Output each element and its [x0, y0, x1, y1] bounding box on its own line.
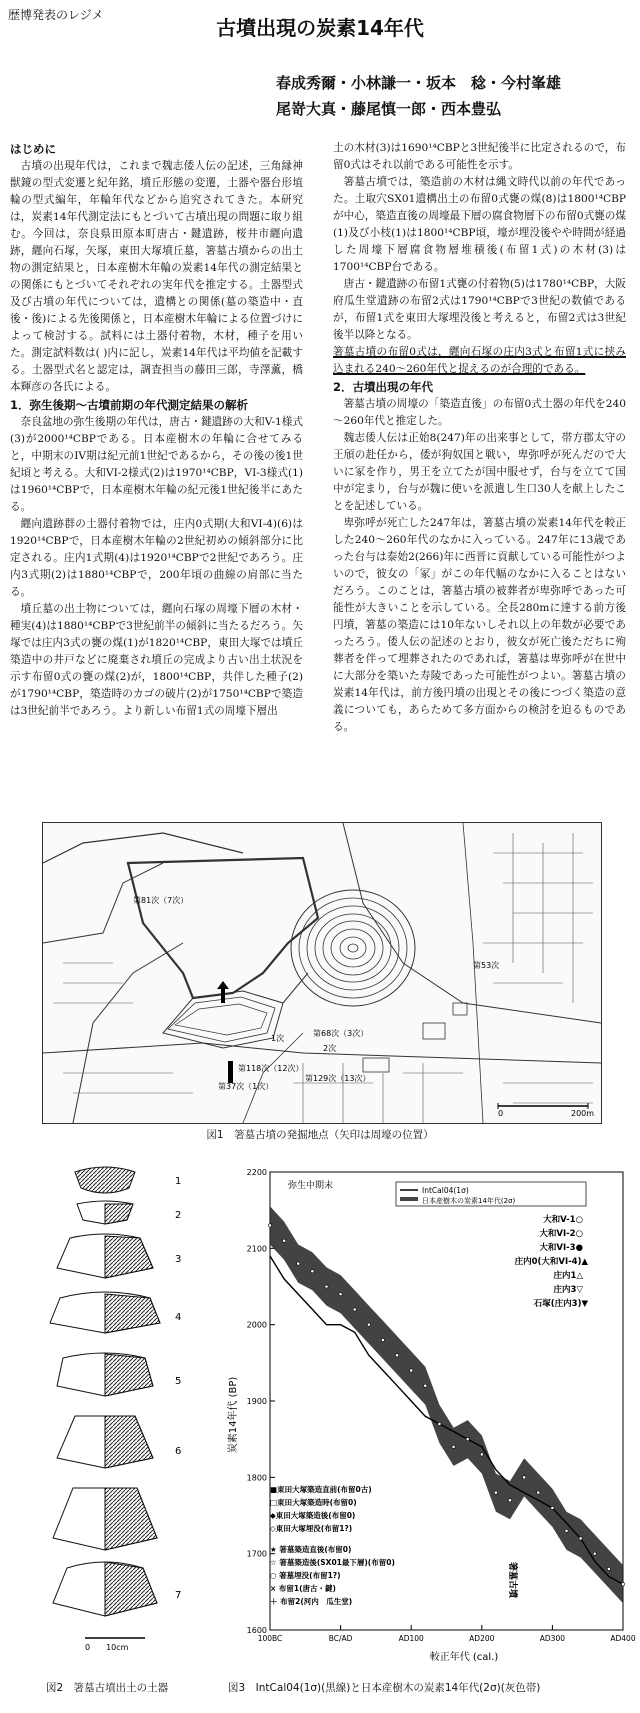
series-point — [283, 1239, 286, 1242]
series-point — [395, 1354, 398, 1357]
series-point — [452, 1445, 455, 1448]
map-label-37: 第37次（1次） — [218, 1082, 274, 1091]
pottery-number-6: 6 — [175, 1446, 182, 1457]
sample-label-3: 大和VI-3● — [539, 1243, 583, 1253]
figure-3-caption: 図3 IntCal04(1σ)(黒線)と日本産樹木の炭素14年代(2σ)(灰色帯) — [228, 1682, 541, 1694]
section-2-heading: 2．古墳出現の年代 — [333, 380, 434, 394]
series-point — [466, 1438, 469, 1441]
series-point — [593, 1552, 596, 1555]
x-tick-label: 100BC — [257, 1634, 283, 1643]
series-point — [381, 1338, 384, 1341]
sample-label-1: 大和V-1○ — [543, 1215, 583, 1225]
series-point — [621, 1583, 624, 1586]
pottery-scale-label: 0 10cm — [85, 1643, 129, 1652]
section-2-paragraph-2: 魏志倭人伝は正始8(247)年の出来事として，帯方郡太守の王頎の赴任から，倭が狗奴国と戦い，卑弥呼が死んだので大いに冢を作り，男王を立てたが国中服せず，台与を立てて国中が定まり，台与が魏に使いを派遣し生口30人を献上したことを記述している。 — [333, 432, 626, 512]
left-column — [10, 140, 303, 720]
series-point — [311, 1270, 314, 1273]
sample-label-5: 庄内1△ — [553, 1271, 583, 1281]
series-point — [537, 1491, 540, 1494]
x-tick-label: AD400 — [610, 1634, 636, 1643]
pottery-number-1: 1 — [175, 1176, 182, 1187]
excavation-map — [42, 822, 602, 1124]
lower-legend-9: ＋ 布留2(河内 瓜生堂) — [270, 1597, 353, 1606]
hashihaka-vertical-label: 箸墓古墳 — [507, 1562, 517, 1599]
x-tick-label: AD100 — [398, 1634, 424, 1643]
map-scale-200: 200m — [571, 1109, 595, 1118]
authors — [276, 70, 636, 122]
y-tick-label: 1800 — [246, 1473, 267, 1483]
section-1-paragraph-3: 墳丘墓の出土物については，纒向石塚の周壕下層の木材・種実(4)は1880¹⁴CBPで3世紀前半の傾斜に当たるだろう。矢塚では庄内3式の甕の煤(1)が1820¹⁴CBP，東田大塚では墳丘築造中の井戸などに廃棄され墳丘の完成より古い出土状況を示す布留0式の甕の煤(2)が，1800¹⁴CBP，共伴した種子(2)が1790¹⁴CBP，築造時のカゴの破片(2)が1750¹⁴CBPで築造は3世紀前半であろう。より新しい布留1式の周壕下層出 — [10, 603, 303, 717]
map-label-68: 第68次（3次） — [313, 1029, 369, 1038]
y-tick-label: 2100 — [246, 1244, 267, 1254]
page-title: 古墳出現の炭素14年代 — [216, 16, 424, 40]
sample-label-4: 庄内0(大和VI-4)▲ — [514, 1257, 588, 1267]
sample-label-2: 大和VI-2○ — [539, 1229, 583, 1239]
series-point — [523, 1476, 526, 1479]
y-tick-label: 1700 — [246, 1549, 267, 1559]
map-label-53: 第53次 — [473, 961, 500, 970]
series-point — [508, 1499, 511, 1502]
series-point — [494, 1491, 497, 1494]
series-point — [480, 1453, 483, 1456]
section-2-paragraph-1: 箸墓古墳の周壕の「築造直後」の布留0式土器の年代を240～260年代と推定した。 — [333, 398, 626, 427]
series-point — [424, 1384, 427, 1387]
lower-legend-2: □東田大塚築造時(布留0) — [270, 1498, 357, 1507]
series-point — [353, 1308, 356, 1311]
authors-line-2: 尾嵜大真・藤尾慎一郎・西本豊弘 — [276, 100, 502, 118]
conclusion-underlined: 箸墓古墳の布留0式は，纒向石塚の庄内3式と布留1式に挟み込まれる240～260年代と捉えるのが合理的である。 — [333, 346, 626, 375]
series-point — [579, 1537, 582, 1540]
x-tick-label: AD200 — [469, 1634, 495, 1643]
calibration-chart — [228, 1160, 636, 1670]
x-tick-label: AD300 — [539, 1634, 566, 1643]
series-point — [438, 1422, 441, 1425]
series-point — [607, 1567, 610, 1570]
series-point — [565, 1529, 568, 1532]
pottery-number-5: 5 — [175, 1376, 182, 1387]
lower-legend-4: ◇東田大塚埋没(布留1?) — [270, 1524, 353, 1533]
lower-legend-8: × 布留1(唐古・鍵) — [270, 1584, 336, 1593]
pottery-number-7: 7 — [175, 1590, 182, 1601]
intro-heading: はじめに — [10, 142, 56, 156]
right-column — [333, 140, 626, 736]
pottery-number-3: 3 — [175, 1254, 182, 1265]
map-label-2: 2次 — [323, 1044, 337, 1053]
period-label: 弥生中期末 — [288, 1181, 334, 1191]
legend-tree-ring: 日本産樹木の炭素14年代(2σ) — [422, 1197, 516, 1205]
right-paragraph-1: 土の木材(3)は1690¹⁴CBPと3世紀後半に比定されるので，布留0式はそれ以前である可能性を示す。 — [333, 142, 626, 171]
series-point — [268, 1224, 271, 1227]
pottery-number-2: 2 — [175, 1210, 182, 1221]
series-point — [410, 1369, 413, 1372]
y-tick-label: 1600 — [246, 1626, 267, 1635]
section-1-paragraph-1: 奈良盆地の弥生後期の年代は，唐古・鍵遺跡の大和V-1様式(3)が2000¹⁴CBPである。日本産樹木の年輪に合せてみると，中期末のIV期は紀元前1世紀であるから，その後の後1世紀頃と考える。大和VI-2様式(2)は1970¹⁴CBP，VI-3様式(1)は1960¹⁴CBPで，日本産樹木年輪の紀元後1世紀後半にあたる。 — [10, 416, 303, 513]
pottery-number-4: 4 — [175, 1312, 182, 1323]
series-point — [551, 1506, 554, 1509]
series-point — [339, 1293, 342, 1296]
pottery-figure — [45, 1158, 220, 1658]
sample-label-7: 石塚(庄内3)▼ — [533, 1299, 588, 1309]
series-point — [367, 1323, 370, 1326]
authors-line-1: 春成秀爾・小林謙一・坂本 稔・今村峯雄 — [276, 74, 562, 92]
right-paragraph-3: 唐古・鍵遺跡の布留1式甕の付着物(5)は1780¹⁴CBP，大阪府瓜生堂遺跡の布留2式は1790¹⁴CBPで3世紀の数値であるが，布留1式を東田大塚埋没後と考えると，布留2式は3世紀後半以降となる。 — [333, 278, 626, 341]
lower-legend-7: ○ 箸墓埋没(布留1?) — [270, 1571, 341, 1580]
map-label-81: 第81次（7次） — [133, 896, 189, 905]
map-label-1: 1次 — [271, 1034, 285, 1043]
series-point — [325, 1285, 328, 1288]
x-tick-label: BC/AD — [328, 1634, 353, 1643]
legend-intcal: IntCal04(1σ) — [422, 1186, 469, 1195]
map-scale-zero: 0 — [498, 1109, 504, 1118]
section-1-paragraph-2: 纒向遺跡群の土器付着物では，庄内0式期(大和VI-4)(6)は1920¹⁴CBPで，日本産樹木年輪の2世紀初めの傾斜部分に比定される。庄内1式期(4)は1920¹⁴CBPで2世紀であろう。庄内3式期(2)は1880¹⁴CBPで，200年頃の曲線の肩部に当たる。 — [10, 518, 303, 598]
lower-legend-5: ★ 箸墓築造直後(布留0) — [270, 1545, 352, 1554]
section-2-paragraph-3: 卑弥呼が死亡した247年は，箸墓古墳の炭素14年代を較正した240～260年代のなかに入っている。247年に13歳であった台与は泰始2(266)年に西晋に貢献している可能性がつよいので，彼女の「冢」がこの年代幅のなかに入ることはないだろう。このことは，箸墓古墳の被葬者が卑弥呼であった可能性が大きいことを示している。全長280mに達する前方後円墳，箸墓の築造には10年ないしそれ以上の年数が必要であったろう。倭人伝の記述のとおり，彼女が死亡後ただちに殉葬者を伴って埋葬されたのであれば，箸墓は卑弥呼が在世中に大部分を築いた寿陵であった可能性がつよい。箸墓古墳の炭素14年代は，前方後円墳の出現とその後につづく築造の意義についても，あらためて多方面からの検討を迫るものである。 — [333, 517, 626, 733]
right-paragraph-2: 箸墓古墳では，築造前の木材は縄文時代以前の年代であった。土取穴SX01遺構出土の布留0式甕の煤(8)は1800¹⁴CBPが中心，築造直後の周壕最下層の腐食物層下の布留0式甕の煤(1)及び小枝(1)は1800¹⁴CBP頃，壕が埋没後やや時間が経過した周壕下層腐食物層堆積後(布留1式)の木材(3)は1700¹⁴CBP台である。 — [333, 176, 626, 273]
lower-legend-1: ■東田大塚築造直前(布留0古) — [270, 1485, 372, 1494]
figure-2-caption: 図2 箸墓古墳出土の土器 — [46, 1682, 169, 1694]
y-tick-label: 1900 — [246, 1397, 267, 1406]
intro-paragraph: 古墳の出現年代は，これまで魏志倭人伝の記述，三角縁神獣鏡の型式変遷と紀年銘，墳丘形態の変遷，土器や器台形埴輪の型式編年，年輪年代などから追究されてきた。本研究は，炭素14年代測定法にもとづいて古墳出現の問題に取り組む。今回は，奈良県田原本町唐古・鍵遺跡，桜井市纒向遺跡，纒向石塚，矢塚，東田大塚墳丘墓，箸墓古墳からの出土物の測定結果と，日本産樹木年輪の炭素14年代の測定結果との関係にもとづいてそれぞれの実年代を推定する。土器型式及び古墳の年代については，遺構との関係(墓の築造中・直後・後)による先後関係と，日本産樹木年輪による位置づけによって検討する。試料には土器付着物，木材，種子を用いた。測定試料数は( )内に記し，炭素14年代は平均値を記載する。土器型式名と認定は，調査担当の藤田三郎，寺澤薫，橋本輝彦の各氏による。 — [10, 160, 303, 393]
y-axis-label: 炭素14年代 (BP) — [228, 1376, 239, 1454]
map-label-118: 第118次（12次） — [238, 1064, 304, 1073]
lower-legend-3: ◆東田大塚築造後(布留0) — [270, 1511, 356, 1520]
map-label-129: 第129次（13次） — [305, 1074, 371, 1083]
figure-1-caption: 図1 箸墓古墳の発掘地点（矢印は周壕の位置） — [206, 1129, 434, 1141]
x-axis-label: 較正年代 (cal.) — [429, 1652, 499, 1663]
series-point — [297, 1262, 300, 1265]
lower-legend-6: ☆ 箸墓築造後(SX01最下層)(布留0) — [270, 1558, 395, 1567]
y-tick-label: 2000 — [246, 1320, 267, 1330]
series-label: 歴博発表のレジメ — [8, 8, 104, 22]
sample-label-6: 庄内3▽ — [553, 1285, 583, 1295]
section-1-heading: 1．弥生後期～古墳前期の年代測定結果の解析 — [10, 398, 248, 412]
y-tick-label: 2200 — [246, 1168, 267, 1177]
